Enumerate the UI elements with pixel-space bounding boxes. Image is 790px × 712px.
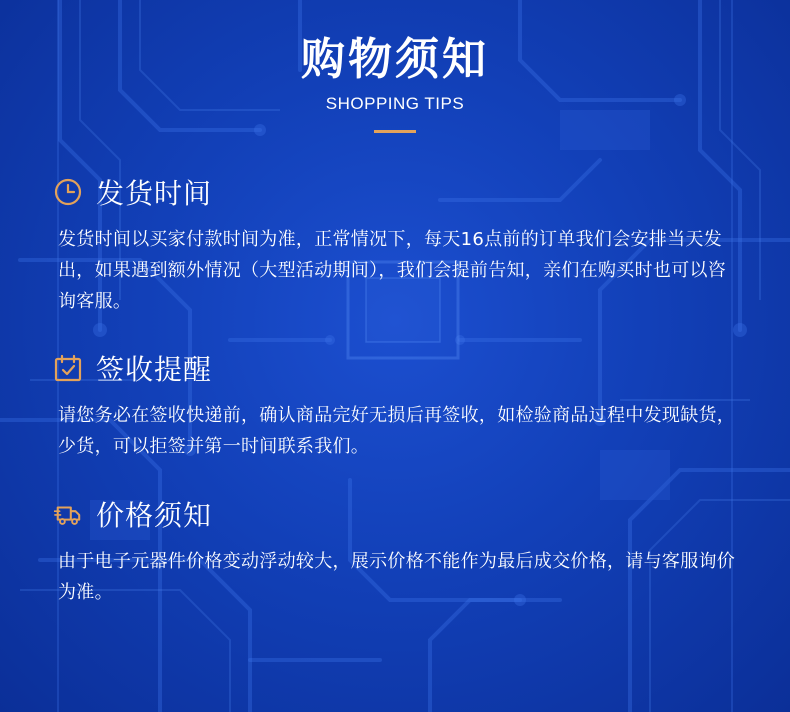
section-price-notice — [54, 494, 744, 608]
section-delivery-reminder — [54, 348, 744, 462]
section-heading — [54, 494, 744, 534]
section-heading — [54, 172, 744, 212]
section-body: 由于电子元器件价格变动浮动较大，展示价格不能作为最后成交价格，请与客服询价为准。 — [58, 551, 736, 603]
calendar-check-icon — [54, 354, 82, 382]
section-body: 请您务必在签收快递前，确认商品完好无损后再签收，如检验商品过程中发现缺货，少货，可以拒签并第一时间联系我们。 — [58, 405, 736, 457]
section-shipping-time — [54, 172, 744, 317]
section-title: 签收提醒 — [96, 353, 213, 386]
page-subtitle: SHOPPING TIPS — [325, 94, 465, 113]
section-heading — [54, 348, 744, 388]
clock-icon — [54, 178, 82, 206]
delivery-truck-icon — [54, 500, 82, 528]
page-title: 购物须知 — [301, 34, 489, 85]
section-title: 发货时间 — [96, 177, 213, 210]
section-body: 发货时间以买家付款时间为准，正常情况下，每天16点前的订单我们会安排当天发出，如果遇到额外情况（大型活动期间），我们会提前告知，亲们在购买时也可以咨询客服。 — [58, 229, 727, 312]
section-title: 价格须知 — [96, 499, 213, 532]
title-underline — [374, 130, 416, 133]
page-header — [0, 30, 790, 133]
